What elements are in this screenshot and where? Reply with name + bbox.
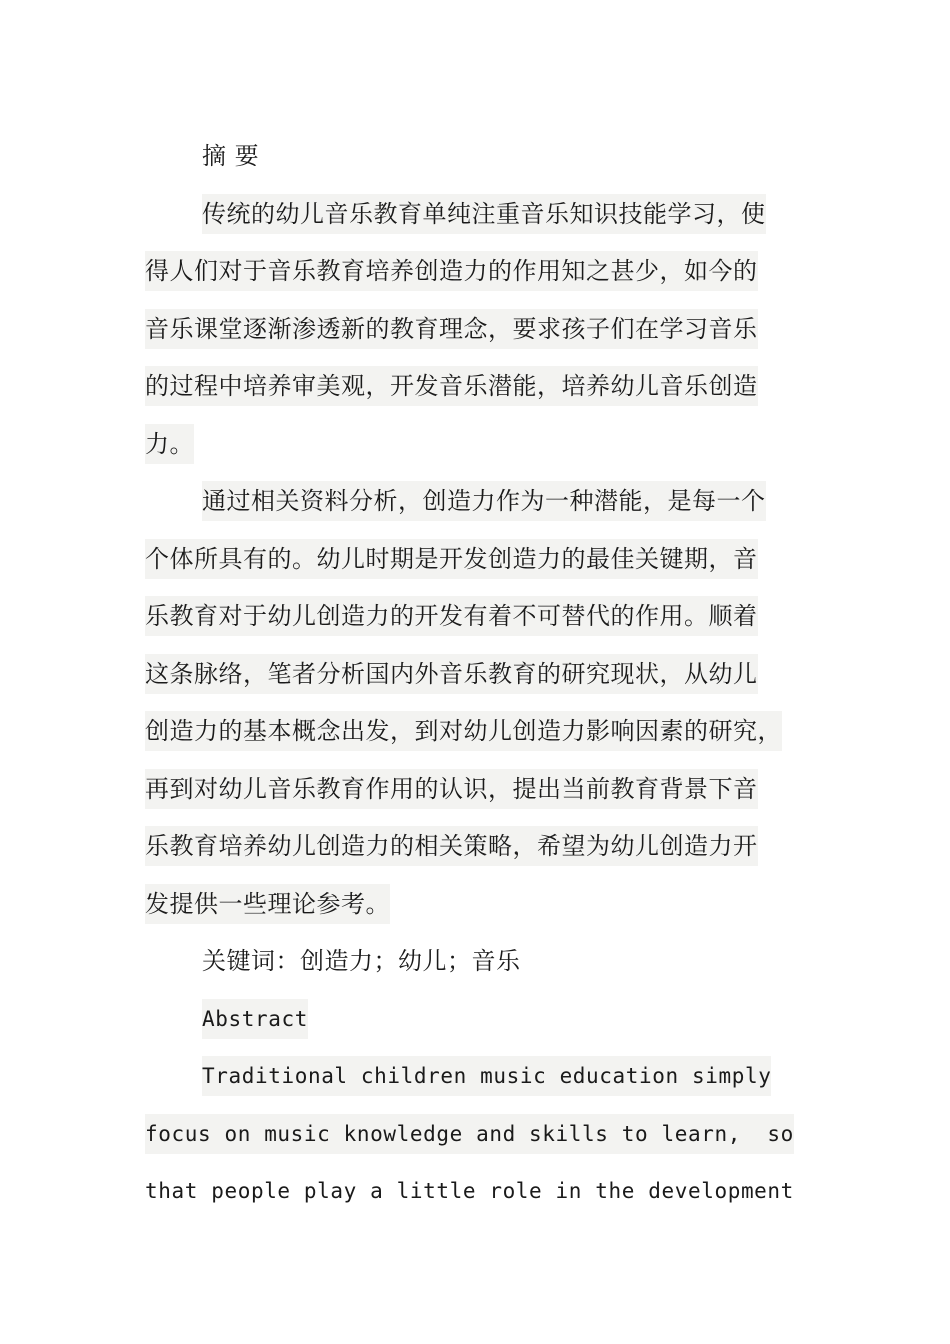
paragraph-line-en: Traditional children music education simply	[202, 1056, 771, 1096]
paragraph-line: 发提供一些理论参考。	[145, 884, 390, 924]
paragraph-line: 得人们对于音乐教育培养创造力的作用知之甚少，如今的	[145, 251, 758, 291]
paragraph-line: 创造力的基本概念出发，到对幼儿创造力影响因素的研究，	[145, 711, 782, 751]
paragraph-line: 这条脉络，笔者分析国内外音乐教育的研究现状，从幼儿	[145, 654, 758, 694]
paragraph-line: 再到对幼儿音乐教育作用的认识，提出当前教育背景下音	[145, 769, 758, 809]
paragraph-line: 乐教育培养幼儿创造力的相关策略，希望为幼儿创造力开	[145, 826, 758, 866]
keywords-line: 关键词：创造力；幼儿；音乐	[202, 947, 521, 975]
paragraph-line: 的过程中培养审美观，开发音乐潜能，培养幼儿音乐创造	[145, 366, 758, 406]
paragraph-line-en: that people play a little role in the development	[145, 1179, 794, 1203]
abstract-heading-cn: 摘 要	[202, 142, 260, 170]
paragraph-line: 通过相关资料分析，创造力作为一种潜能，是每一个	[202, 481, 766, 521]
paragraph-line: 音乐课堂逐渐渗透新的教育理念，要求孩子们在学习音乐	[145, 309, 758, 349]
paragraph-line: 力。	[145, 424, 194, 464]
abstract-heading-en: Abstract	[202, 999, 308, 1039]
paragraph-line: 个体所具有的。幼儿时期是开发创造力的最佳关键期，音	[145, 539, 758, 579]
paragraph-line: 乐教育对于幼儿创造力的开发有着不可替代的作用。顺着	[145, 596, 758, 636]
paragraph-line-en: focus on music knowledge and skills to learn, so	[145, 1114, 794, 1154]
paragraph-line: 传统的幼儿音乐教育单纯注重音乐知识技能学习，使	[202, 194, 766, 234]
